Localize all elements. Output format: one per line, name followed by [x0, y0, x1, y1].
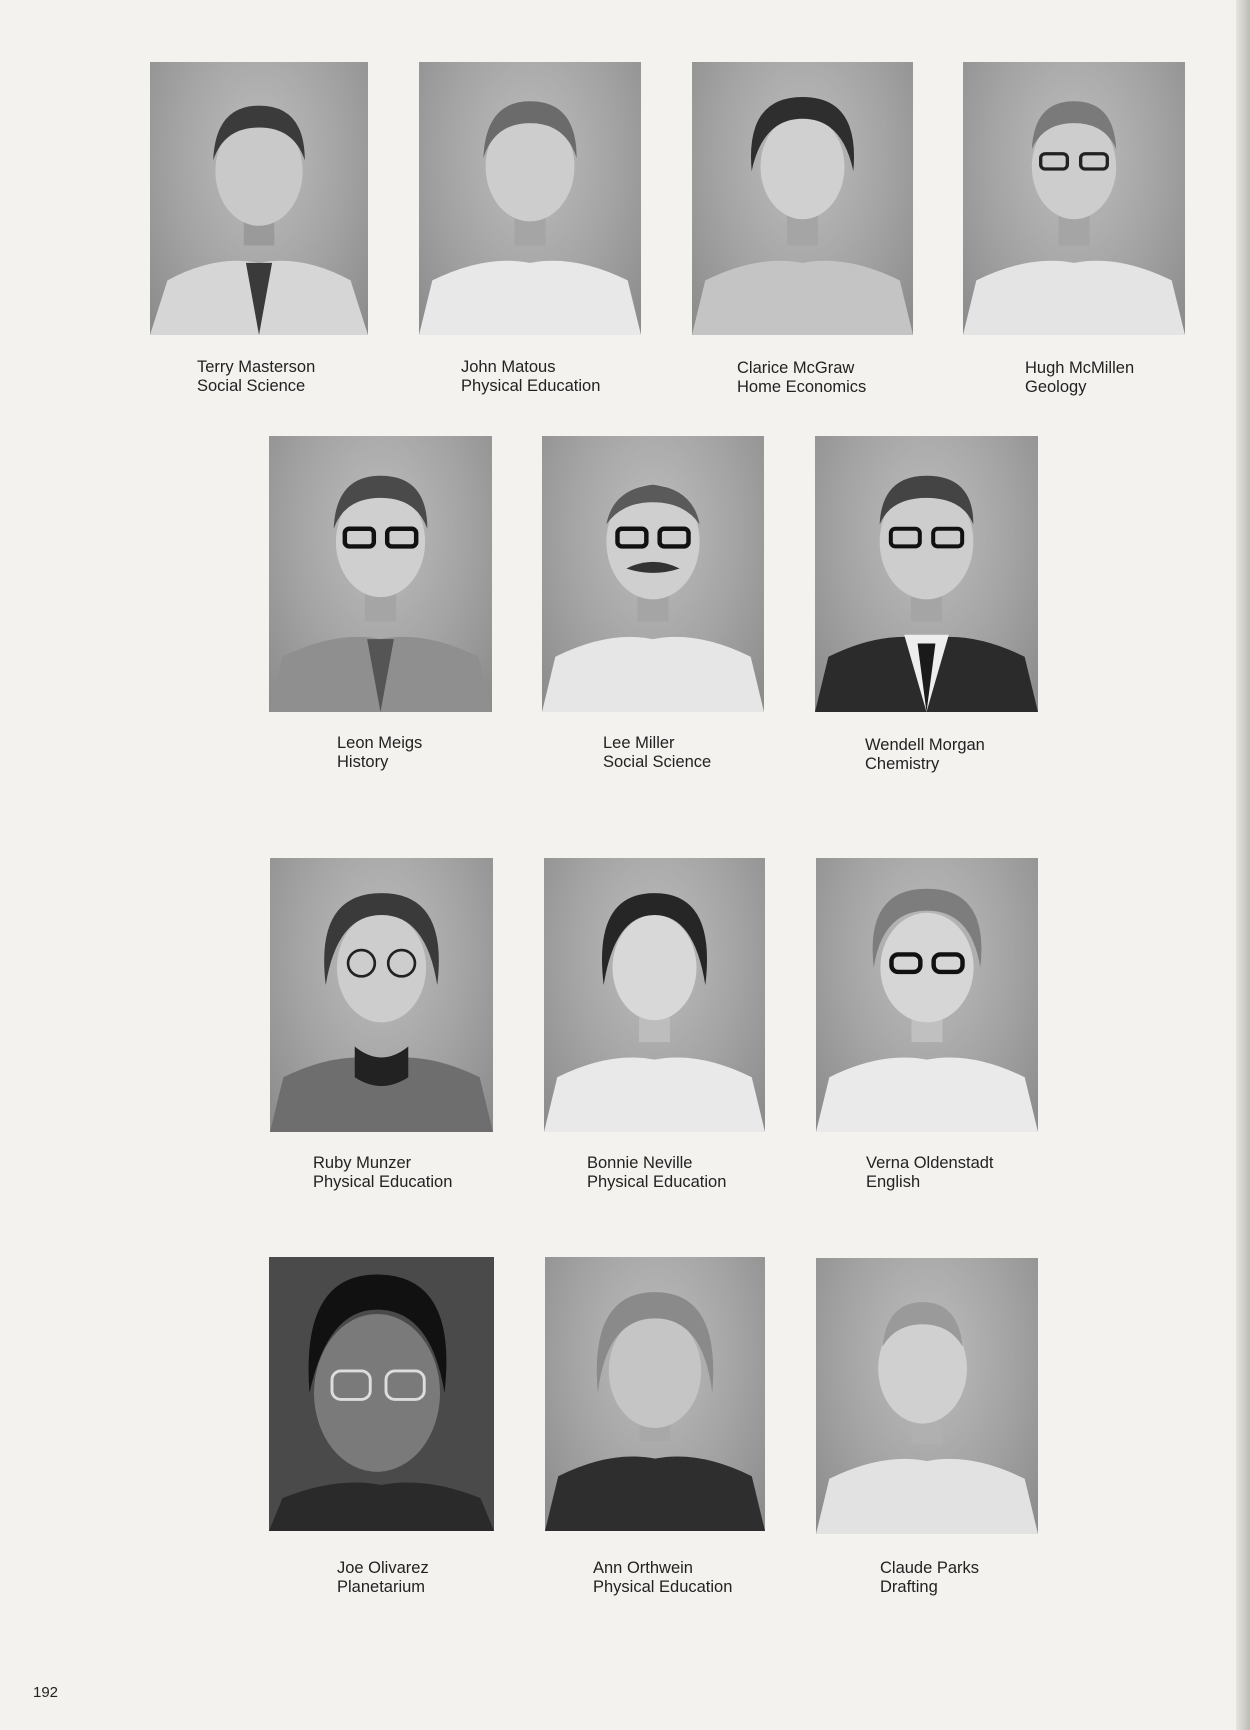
faculty-caption	[461, 358, 600, 396]
faculty-name: Verna Oldenstadt	[866, 1154, 994, 1172]
faculty-name: Claude Parks	[880, 1559, 980, 1577]
faculty-caption	[865, 736, 985, 774]
faculty-name: Ann Orthwein	[593, 1559, 693, 1577]
faculty-caption	[603, 734, 711, 772]
faculty-department: Physical Education	[593, 1578, 733, 1596]
faculty-name: Joe Olivarez	[337, 1559, 429, 1577]
faculty-name: Wendell Morgan	[865, 736, 985, 754]
faculty-department: Chemistry	[865, 755, 940, 773]
faculty-name: Lee Miller	[603, 734, 675, 752]
faculty-department: Physical Education	[587, 1173, 727, 1191]
portrait-photo	[542, 436, 764, 712]
portrait-photo	[544, 858, 765, 1132]
faculty-caption	[737, 359, 866, 397]
portrait-photo	[692, 62, 913, 335]
faculty-name: Bonnie Neville	[587, 1154, 693, 1172]
faculty-caption	[1025, 359, 1134, 397]
faculty-department: Physical Education	[461, 377, 601, 395]
faculty-name: Ruby Munzer	[313, 1154, 412, 1172]
portrait-photo	[963, 62, 1185, 335]
portrait-photo	[816, 1258, 1038, 1534]
page-number: 192	[33, 1684, 59, 1701]
faculty-caption	[337, 734, 422, 772]
page-edge-shadow	[1236, 0, 1250, 1730]
portrait-photo	[269, 436, 492, 712]
faculty-caption	[587, 1154, 726, 1192]
portrait-photo	[815, 436, 1038, 712]
portrait-photo	[545, 1257, 765, 1531]
faculty-name: Terry Masterson	[197, 358, 316, 376]
faculty-department: Planetarium	[337, 1578, 426, 1596]
portrait-photo	[419, 62, 641, 335]
faculty-department: Social Science	[197, 377, 306, 395]
portrait-photo	[150, 62, 368, 335]
faculty-caption	[197, 358, 315, 396]
faculty-department: Geology	[1025, 378, 1087, 396]
portrait-photo	[269, 1257, 494, 1531]
faculty-caption	[337, 1559, 429, 1597]
faculty-department: History	[337, 753, 389, 771]
faculty-caption	[866, 1154, 994, 1192]
portrait-photo	[816, 858, 1038, 1132]
faculty-department: Home Economics	[737, 378, 867, 396]
portrait-photo	[270, 858, 493, 1132]
faculty-caption	[593, 1559, 732, 1597]
faculty-name: Hugh McMillen	[1025, 359, 1135, 377]
faculty-department: English	[866, 1173, 921, 1191]
faculty-caption	[880, 1559, 979, 1597]
faculty-department: Drafting	[880, 1578, 938, 1596]
faculty-department: Social Science	[603, 753, 712, 771]
faculty-name: Clarice McGraw	[737, 359, 855, 377]
faculty-department: Physical Education	[313, 1173, 453, 1191]
faculty-name: Leon Meigs	[337, 734, 423, 752]
faculty-caption	[313, 1154, 452, 1192]
faculty-name: John Matous	[461, 358, 556, 376]
